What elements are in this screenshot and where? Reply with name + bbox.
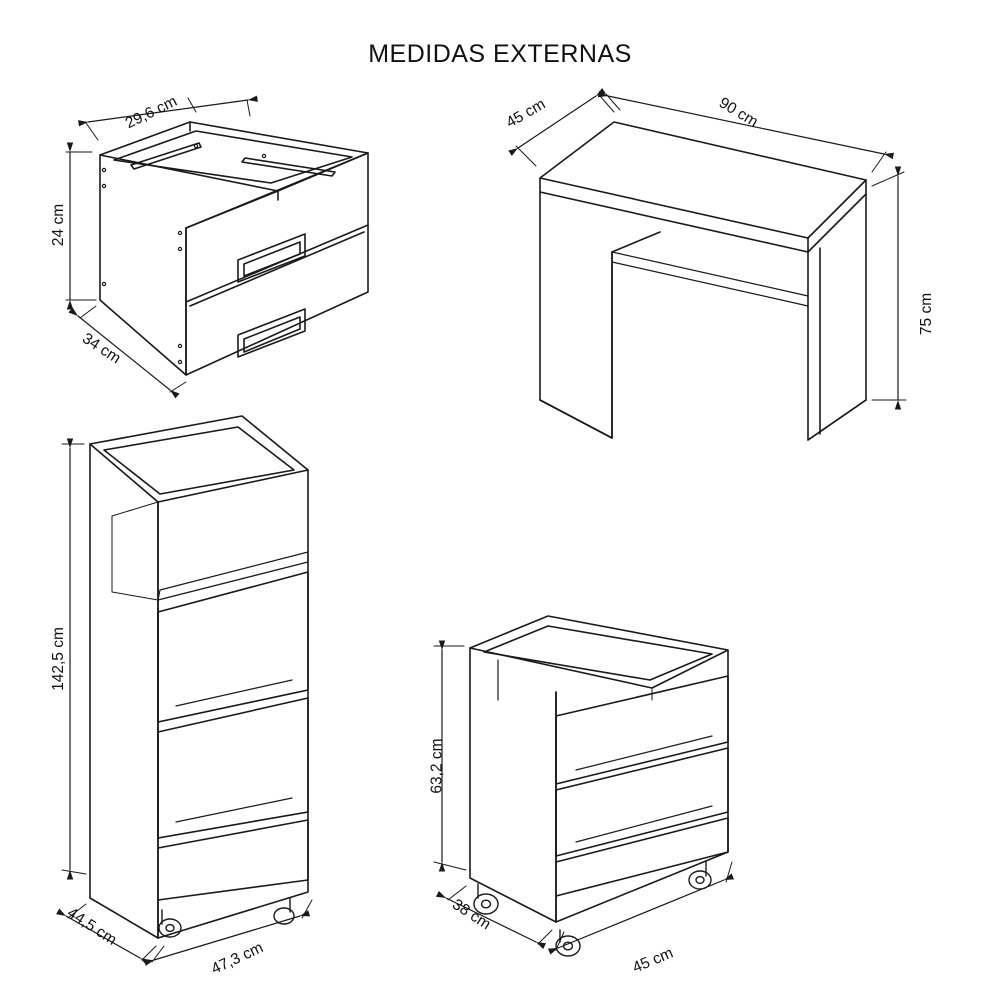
dim-label-drawer-unit-width: 29,6 cm xyxy=(122,92,180,133)
dim-label-desk-depth: 45 cm xyxy=(503,95,549,132)
dim-label-tall-cabinet-height: 142,5 cm xyxy=(49,627,67,691)
dim-label-desk-width: 90 cm xyxy=(715,94,761,131)
dim-label-rolling-cabinet-height: 63,2 cm xyxy=(428,738,446,794)
dim-label-tall-cabinet-width: 47,3 cm xyxy=(208,939,266,978)
dim-label-desk-height: 75 cm xyxy=(918,292,936,336)
figure-desk xyxy=(516,94,906,440)
dim-label-drawer-unit-height: 24 cm xyxy=(50,203,68,247)
dim-label-tall-cabinet-depth: 44,5 cm xyxy=(64,904,120,949)
figure-tall-cabinet xyxy=(62,416,312,962)
figure-rolling-cabinet xyxy=(434,616,732,956)
dim-label-drawer-unit-depth: 34 cm xyxy=(79,329,124,368)
dim-label-rolling-cabinet-width: 45 cm xyxy=(630,944,676,977)
page-title: MEDIDAS EXTERNAS xyxy=(368,40,632,68)
dim-label-rolling-cabinet-depth: 38 cm xyxy=(449,895,494,934)
